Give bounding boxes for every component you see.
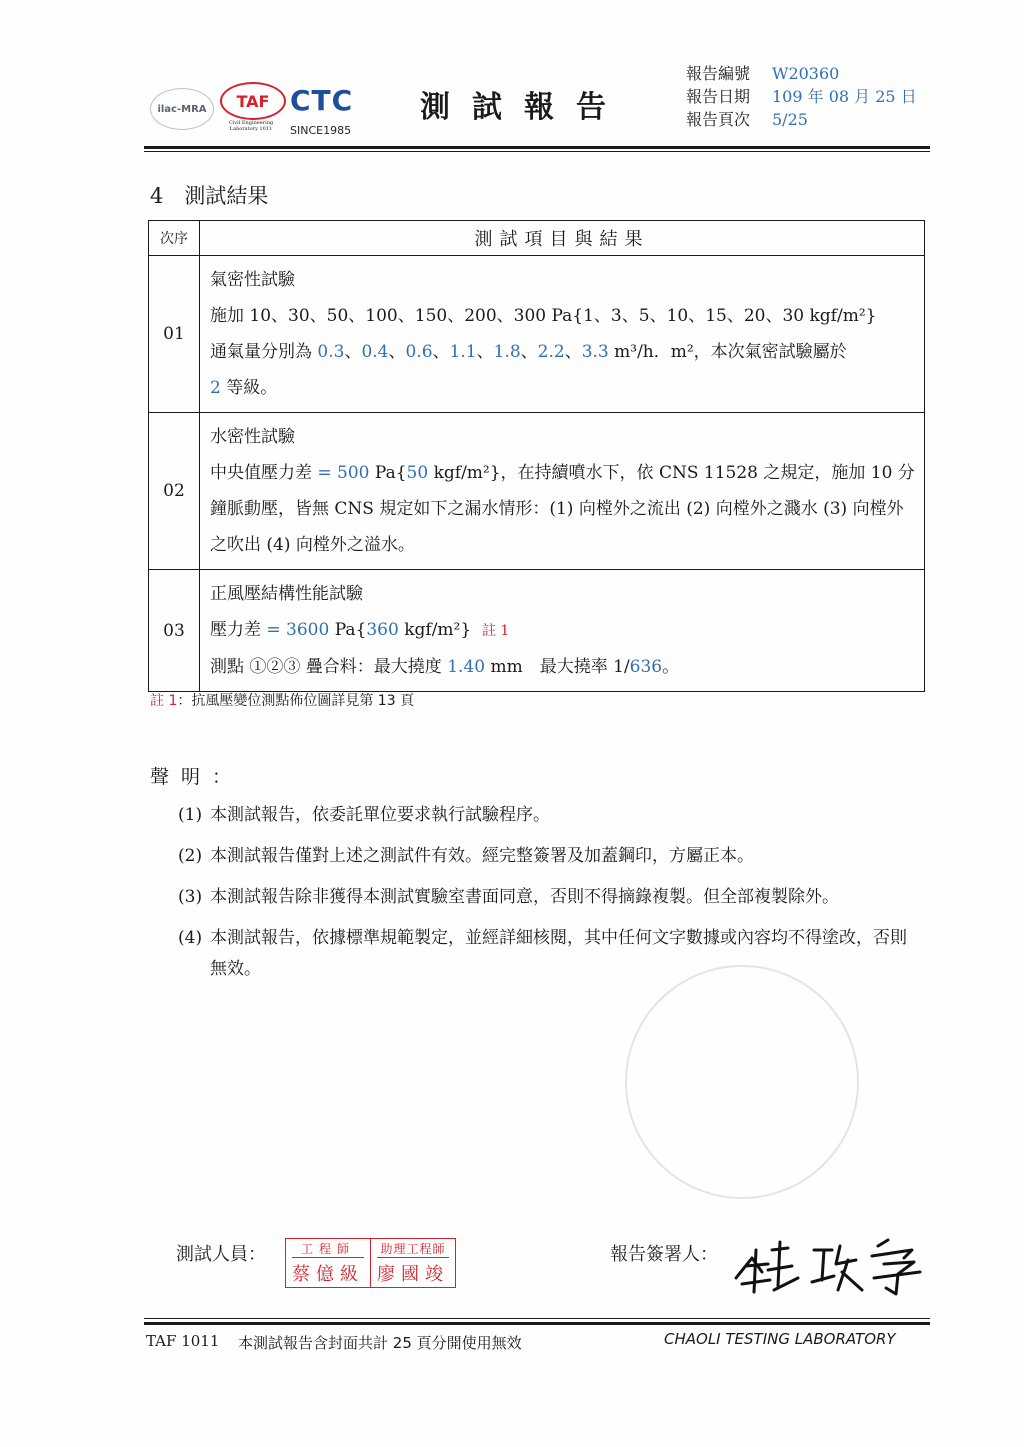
- signer-label: 報告簽署人：: [610, 1244, 718, 1265]
- separator: 、: [520, 342, 538, 362]
- handwritten-signature: [728, 1220, 928, 1300]
- row-content: [200, 413, 925, 570]
- ctc-logo: CTC: [290, 84, 354, 117]
- header-rule-thin: [144, 151, 930, 152]
- pressure-kgf-value: 50: [406, 463, 429, 483]
- report-title: 測試報告: [420, 90, 628, 125]
- declaration-list: [178, 800, 908, 995]
- airflow-value: 0.6: [405, 342, 433, 362]
- row-content: [200, 570, 925, 692]
- report-page-row: [686, 108, 917, 131]
- footer-page-count: 本測試報告含封面共計 25 頁分開使用無效: [238, 1334, 522, 1352]
- meta-label: 報告編號: [686, 64, 751, 83]
- result-text: 壓力差: [210, 620, 267, 640]
- result-text: mm 最大撓率 1/: [485, 657, 630, 677]
- table-row: [149, 413, 925, 570]
- stamp-cell: [286, 1239, 371, 1287]
- result-text: 中央值壓力差: [210, 463, 318, 483]
- result-text: 。: [662, 657, 680, 677]
- item-text: 本測試報告，依委託單位要求執行試驗程序。: [210, 805, 550, 825]
- result-text: kgf/m²}，在持續噴水下，依 CNS 11528 之規定，施加 10 分鐘脈動壓，皆無 CNS 規定如下之漏水情形：(1) 向樘外之流出 (2) 向樘外之濺水 (3) 向樘外之吹出 (4) 向樘外之溢水。: [210, 463, 915, 555]
- footnote-ref: 註 1: [150, 693, 178, 709]
- row-content: [200, 256, 925, 413]
- footer-rule-thin: [144, 1318, 930, 1319]
- result-text: 測點 ①②③ 疊合料：最大撓度: [210, 657, 448, 677]
- row-seq: 03: [149, 570, 200, 692]
- table-row: [149, 570, 925, 692]
- test-title: 正風壓結構性能試驗: [210, 584, 363, 604]
- report-number-row: [686, 62, 917, 85]
- result-text: Pa{: [329, 620, 367, 640]
- airflow-value: 0.4: [361, 342, 389, 362]
- report-number: W20360: [772, 64, 840, 83]
- airflow-value: 2.2: [537, 342, 565, 362]
- accreditation-logos: [150, 82, 365, 142]
- item-number: (2): [178, 846, 203, 866]
- item-text: 本測試報告除非獲得本測試實驗室書面同意，否則不得摘錄複製。但全部複製除外。: [210, 887, 839, 907]
- note-reference: 註 1: [481, 623, 510, 639]
- pressure-value: = 500: [317, 463, 370, 483]
- footnote-text: ：抗風壓變位測點佈位圖詳見第 13 頁: [177, 693, 415, 709]
- pressure-kgf-value: 360: [366, 620, 399, 640]
- result-text: Pa{: [369, 463, 407, 483]
- deflection-ratio-value: 636: [629, 657, 663, 677]
- result-text: 通氣量分別為: [210, 342, 318, 362]
- airflow-value: 1.8: [493, 342, 521, 362]
- results-table: [148, 220, 925, 692]
- item-text: 本測試報告僅對上述之測試件有效。經完整簽署及加蓋鋼印，方屬正本。: [210, 846, 754, 866]
- tester-label: 測試人員：: [176, 1244, 266, 1265]
- test-title: 水密性試驗: [210, 427, 295, 447]
- table-header-row: [149, 221, 925, 256]
- stamp-cell: [371, 1239, 455, 1287]
- result-text: kgf/m²}: [398, 620, 472, 640]
- footer-lab-name: CHAOLI TESTING LABORATORY: [664, 1330, 896, 1348]
- item-text: 本測試報告，依據標準規範製定，並經詳細核閱，其中任何文字數據或內容均不得塗改，否則無效。: [210, 928, 907, 979]
- separator: 、: [388, 342, 406, 362]
- item-number: (4): [178, 928, 203, 948]
- test-title: 氣密性試驗: [210, 270, 295, 290]
- list-item: [178, 841, 908, 872]
- col-header-seq: 次序: [149, 221, 200, 256]
- report-meta: [686, 62, 917, 131]
- stamp-title: 工程師: [292, 1240, 364, 1258]
- section-title: 4 測試結果: [150, 184, 269, 208]
- row-seq: 01: [149, 256, 200, 413]
- test-result: [210, 649, 916, 685]
- separator: 、: [432, 342, 450, 362]
- col-header-items: 測試項目與結果: [200, 221, 925, 256]
- taf-logo: TAF: [220, 82, 286, 120]
- airflow-value: 0.3: [317, 342, 345, 362]
- list-item: [178, 882, 908, 913]
- list-item: [178, 800, 908, 831]
- report-page: 5/25: [772, 110, 808, 129]
- taf-logo-caption: Civil Engineering Laboratory 1011: [228, 120, 274, 132]
- footnote: [150, 690, 414, 710]
- embossed-seal: [625, 965, 859, 1199]
- list-item: [178, 923, 908, 985]
- row-seq: 02: [149, 413, 200, 570]
- test-condition: 施加 10、30、50、100、150、200、300 Pa{1、3、5、10、15、20、30 kgf/m²}: [210, 306, 877, 326]
- separator: 、: [344, 342, 362, 362]
- stamp-title: 助理工程師: [377, 1240, 449, 1258]
- ctc-since: SINCE1985: [290, 124, 352, 137]
- test-result: [210, 455, 916, 563]
- result-text: 等級。: [220, 378, 278, 398]
- report-date: 109 年 08 月 25 日: [772, 87, 917, 106]
- footer-accreditation-id: TAF 1011: [146, 1332, 220, 1350]
- item-number: (3): [178, 887, 203, 907]
- deflection-value: 1.40: [447, 657, 486, 677]
- airflow-value: 1.1: [449, 342, 477, 362]
- footer-rule: [144, 1322, 930, 1325]
- separator: 、: [476, 342, 494, 362]
- tester-stamp: [285, 1238, 456, 1288]
- item-number: (1): [178, 805, 203, 825]
- ilac-mra-logo: ilac-MRA: [150, 88, 214, 130]
- table-row: [149, 256, 925, 413]
- stamp-name: 蔡億級: [292, 1264, 364, 1285]
- result-text: m³/h．m²，本次氣密試驗屬於: [608, 342, 847, 362]
- meta-label: 報告日期: [686, 87, 751, 106]
- airflow-value: 3.3: [581, 342, 609, 362]
- report-date-row: [686, 85, 917, 108]
- header-rule: [144, 146, 930, 149]
- declaration-heading: 聲明：: [150, 766, 244, 788]
- test-result: [210, 334, 916, 406]
- separator: 、: [564, 342, 582, 362]
- meta-label: 報告頁次: [686, 110, 751, 129]
- test-condition: [210, 612, 916, 649]
- pressure-value: = 3600: [266, 620, 330, 640]
- airtight-grade: 2: [210, 378, 221, 398]
- stamp-name: 廖國竣: [377, 1264, 449, 1285]
